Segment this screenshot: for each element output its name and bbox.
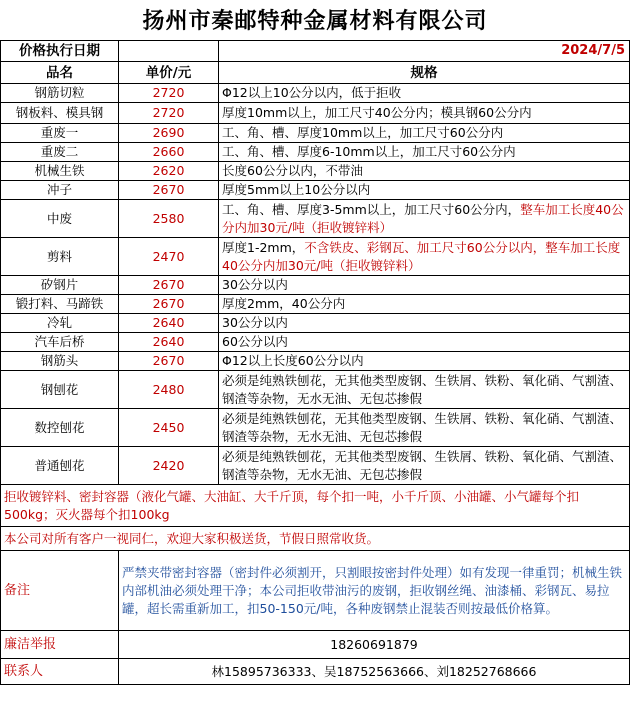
item-spec	[219, 162, 630, 181]
item-name: 钢筋头	[1, 352, 119, 371]
item-price: 2620	[119, 162, 219, 181]
spec-text: 必须是纯熟铁刨花，无其他类型废钢、生铁屑、铁粉、氧化硝、气割渣、钢渣等杂物，无水无油、无包芯掺假	[222, 448, 623, 482]
item-spec	[219, 447, 630, 485]
item-name: 重废一	[1, 124, 119, 143]
table-row	[1, 84, 630, 103]
item-name: 冲子	[1, 181, 119, 200]
contact-row	[1, 659, 630, 685]
notice-row-1	[1, 485, 630, 527]
item-spec	[219, 103, 630, 124]
item-spec	[219, 181, 630, 200]
report-phone: 18260691879	[119, 631, 630, 659]
item-price: 2690	[119, 124, 219, 143]
contact-phones: 林15895736333、吴18752563666、刘18252768666	[119, 659, 630, 685]
remark-label: 备注	[1, 551, 119, 631]
item-price: 2670	[119, 276, 219, 295]
notice-row-2	[1, 527, 630, 551]
item-spec	[219, 200, 630, 238]
spec-text: 必须是纯熟铁刨花，无其他类型废钢、生铁屑、铁粉、氧化硝、气割渣、钢渣等杂物，无水无油、无包芯掺假	[222, 410, 623, 444]
item-spec	[219, 371, 630, 409]
item-price: 2720	[119, 103, 219, 124]
item-spec	[219, 333, 630, 352]
item-name: 普通刨花	[1, 447, 119, 485]
spec-text: 30公分以内	[222, 315, 288, 330]
item-spec	[219, 409, 630, 447]
table-row	[1, 371, 630, 409]
table-row	[1, 181, 630, 200]
spec-text: 厚度5mm以上10公分以内	[222, 182, 371, 197]
table-row	[1, 200, 630, 238]
header-name: 品名	[1, 62, 119, 84]
spec-red-text: 整车加工长度40公分内加30元/吨（拒收镀锌料）	[222, 201, 624, 235]
table-row	[1, 143, 630, 162]
item-name: 剪料	[1, 238, 119, 276]
item-price: 2720	[119, 84, 219, 103]
item-spec	[219, 143, 630, 162]
spec-text: Φ12以上10公分以内，低于拒收	[222, 85, 402, 100]
header-spec: 规格	[219, 62, 630, 84]
spec-text: 必须是纯熟铁刨花，无其他类型废钢、生铁屑、铁粉、氧化硝、气割渣、钢渣等杂物，无水无油、无包芯掺假	[222, 372, 623, 406]
notice-2: 本公司对所有客户一视同仁，欢迎大家积极送货，节假日照常收货。	[1, 527, 630, 551]
item-name: 锻打料、马蹄铁	[1, 295, 119, 314]
item-price: 2670	[119, 181, 219, 200]
item-name: 钢筋切粒	[1, 84, 119, 103]
remark-row	[1, 551, 630, 631]
table-row	[1, 162, 630, 181]
report-label: 廉洁举报	[1, 631, 119, 659]
table-row	[1, 295, 630, 314]
item-name: 机械生铁	[1, 162, 119, 181]
table-row	[1, 103, 630, 124]
item-name: 钢刨花	[1, 371, 119, 409]
item-name: 重废二	[1, 143, 119, 162]
item-spec	[219, 84, 630, 103]
price-table	[0, 40, 630, 685]
date-row	[1, 41, 630, 62]
item-price: 2580	[119, 200, 219, 238]
item-price: 2640	[119, 333, 219, 352]
item-name: 矽钢片	[1, 276, 119, 295]
spec-text: 工、角、槽、厚度3-5mm以上，加工尺寸60公分内，	[222, 201, 521, 217]
contact-label: 联系人	[1, 659, 119, 685]
company-title: 扬州市秦邮特种金属材料有限公司	[142, 8, 488, 34]
item-spec	[219, 295, 630, 314]
item-spec	[219, 352, 630, 371]
item-name: 中废	[1, 200, 119, 238]
item-price: 2670	[119, 295, 219, 314]
notice-1: 拒收镀锌料、密封容器（液化气罐、大油缸、大千斤顶，每个扣一吨，小千斤顶、小油罐、小气罐每个扣500kg；灭火器每个扣100kg	[1, 485, 630, 527]
table-row	[1, 276, 630, 295]
item-spec	[219, 238, 630, 276]
header-price: 单价/元	[119, 62, 219, 84]
item-spec	[219, 314, 630, 333]
spec-text: 工、角、槽、厚度6-10mm以上，加工尺寸60公分内	[222, 144, 516, 159]
spec-text: Φ12以上长度60公分以内	[222, 353, 364, 368]
item-price: 2450	[119, 409, 219, 447]
spec-text: 厚度2mm，40公分内	[222, 296, 346, 311]
table-row	[1, 314, 630, 333]
spec-text: 60公分以内	[222, 334, 288, 349]
spec-text: 长度60公分以内，不带油	[222, 163, 363, 178]
table-row	[1, 124, 630, 143]
table-row	[1, 352, 630, 371]
spec-red-text: 不含铁皮、彩钢瓦、加工尺寸60公分以内，整车加工长度40公分内加30元/吨（拒收镀锌料）	[222, 239, 621, 273]
item-price: 2420	[119, 447, 219, 485]
item-name: 钢板料、模具钢	[1, 103, 119, 124]
item-name: 数控刨花	[1, 409, 119, 447]
date-label: 价格执行日期	[1, 41, 119, 62]
spec-text: 30公分以内	[222, 277, 288, 292]
item-name: 汽车后桥	[1, 333, 119, 352]
spec-text: 厚度1-2mm，	[222, 239, 305, 255]
item-spec	[219, 124, 630, 143]
item-spec	[219, 276, 630, 295]
date-value: 2024/7/5	[219, 41, 630, 62]
item-price: 2640	[119, 314, 219, 333]
table-row	[1, 238, 630, 276]
report-row	[1, 631, 630, 659]
spec-text: 厚度10mm以上，加工尺寸40公分内；模具钢60公分内	[222, 105, 532, 120]
header-row	[1, 62, 630, 84]
item-price: 2480	[119, 371, 219, 409]
table-row	[1, 447, 630, 485]
item-price: 2660	[119, 143, 219, 162]
table-row	[1, 333, 630, 352]
remark-text: 严禁夹带密封容器（密封件必须割开，只割眼按密封件处理）如有发现一律重罚；机械生铁内部机油必须处理干净；本公司拒收带油污的废钢，拒收钢丝绳、油漆桶、彩钢瓦、易拉罐，超长需重新加工，扣50-150元/吨，各种废钢禁止混装否则按最低价格算。	[119, 551, 630, 631]
item-name: 冷轧	[1, 314, 119, 333]
table-row	[1, 409, 630, 447]
item-price: 2470	[119, 238, 219, 276]
item-price: 2670	[119, 352, 219, 371]
spec-text: 工、角、槽、厚度10mm以上，加工尺寸60公分内	[222, 125, 504, 140]
